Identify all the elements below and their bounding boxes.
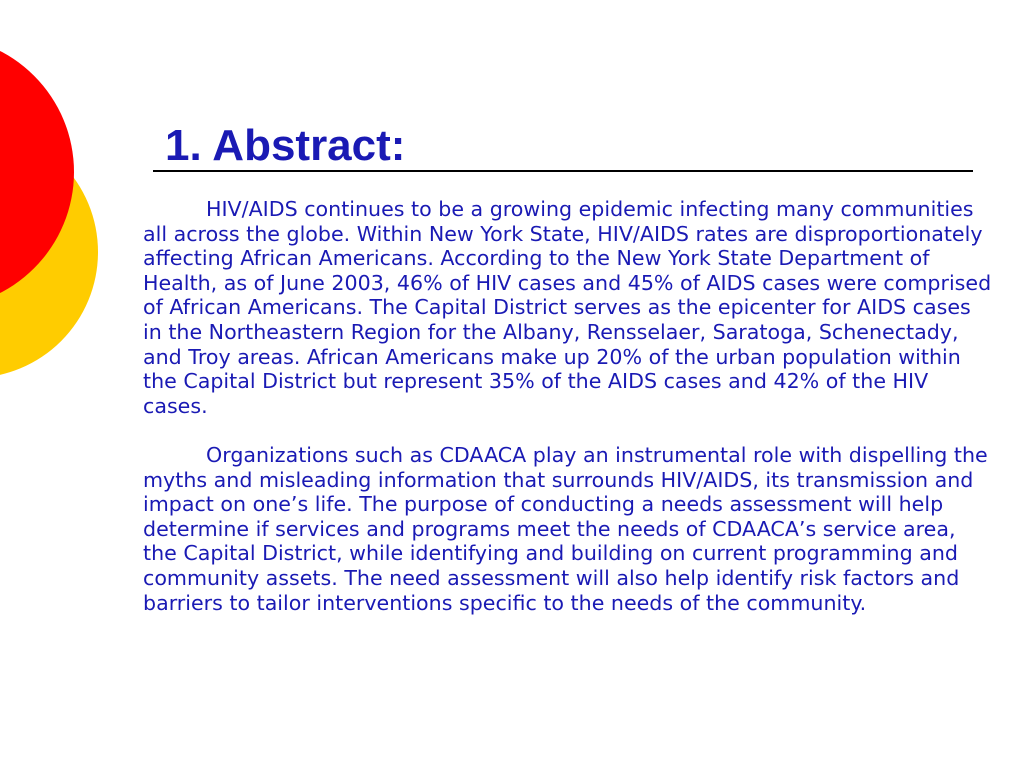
- slide-title: 1. Abstract:: [165, 121, 406, 170]
- title-divider: [153, 170, 973, 172]
- abstract-paragraph: HIV/AIDS continues to be a growing epidemic infecting many communities all across the globe. Within New York State, HIV/AIDS rates are disproportionately affecting African Americans. According to the New York State Department of Health, as of June 2003, 46% of HIV cases and 45% of AIDS cases were comprised of African Americans. The Capital District serves as the epicenter for AIDS cases in the Northeastern Region for the Albany, Rensselaer, Saratoga, Schenectady, and Troy areas. African Americans make up 20% of the urban population within the Capital District but represent 35% of the AIDS cases and 42% of the HIV cases.: [143, 197, 992, 418]
- abstract-paragraph: Organizations such as CDAACA play an instrumental role with dispelling the myths and misleading information that surrounds HIV/AIDS, its transmission and impact on one’s life. The purpose of conducting a needs assessment will help determine if services and programs meet the needs of CDAACA’s service area, the Capital District, while identifying and building on current programming and community assets. The need assessment will also help identify risk factors and barriers to tailor interventions specific to the needs of the community.: [143, 442, 988, 615]
- abstract-body: [143, 197, 993, 615]
- decorative-circles: [0, 0, 110, 400]
